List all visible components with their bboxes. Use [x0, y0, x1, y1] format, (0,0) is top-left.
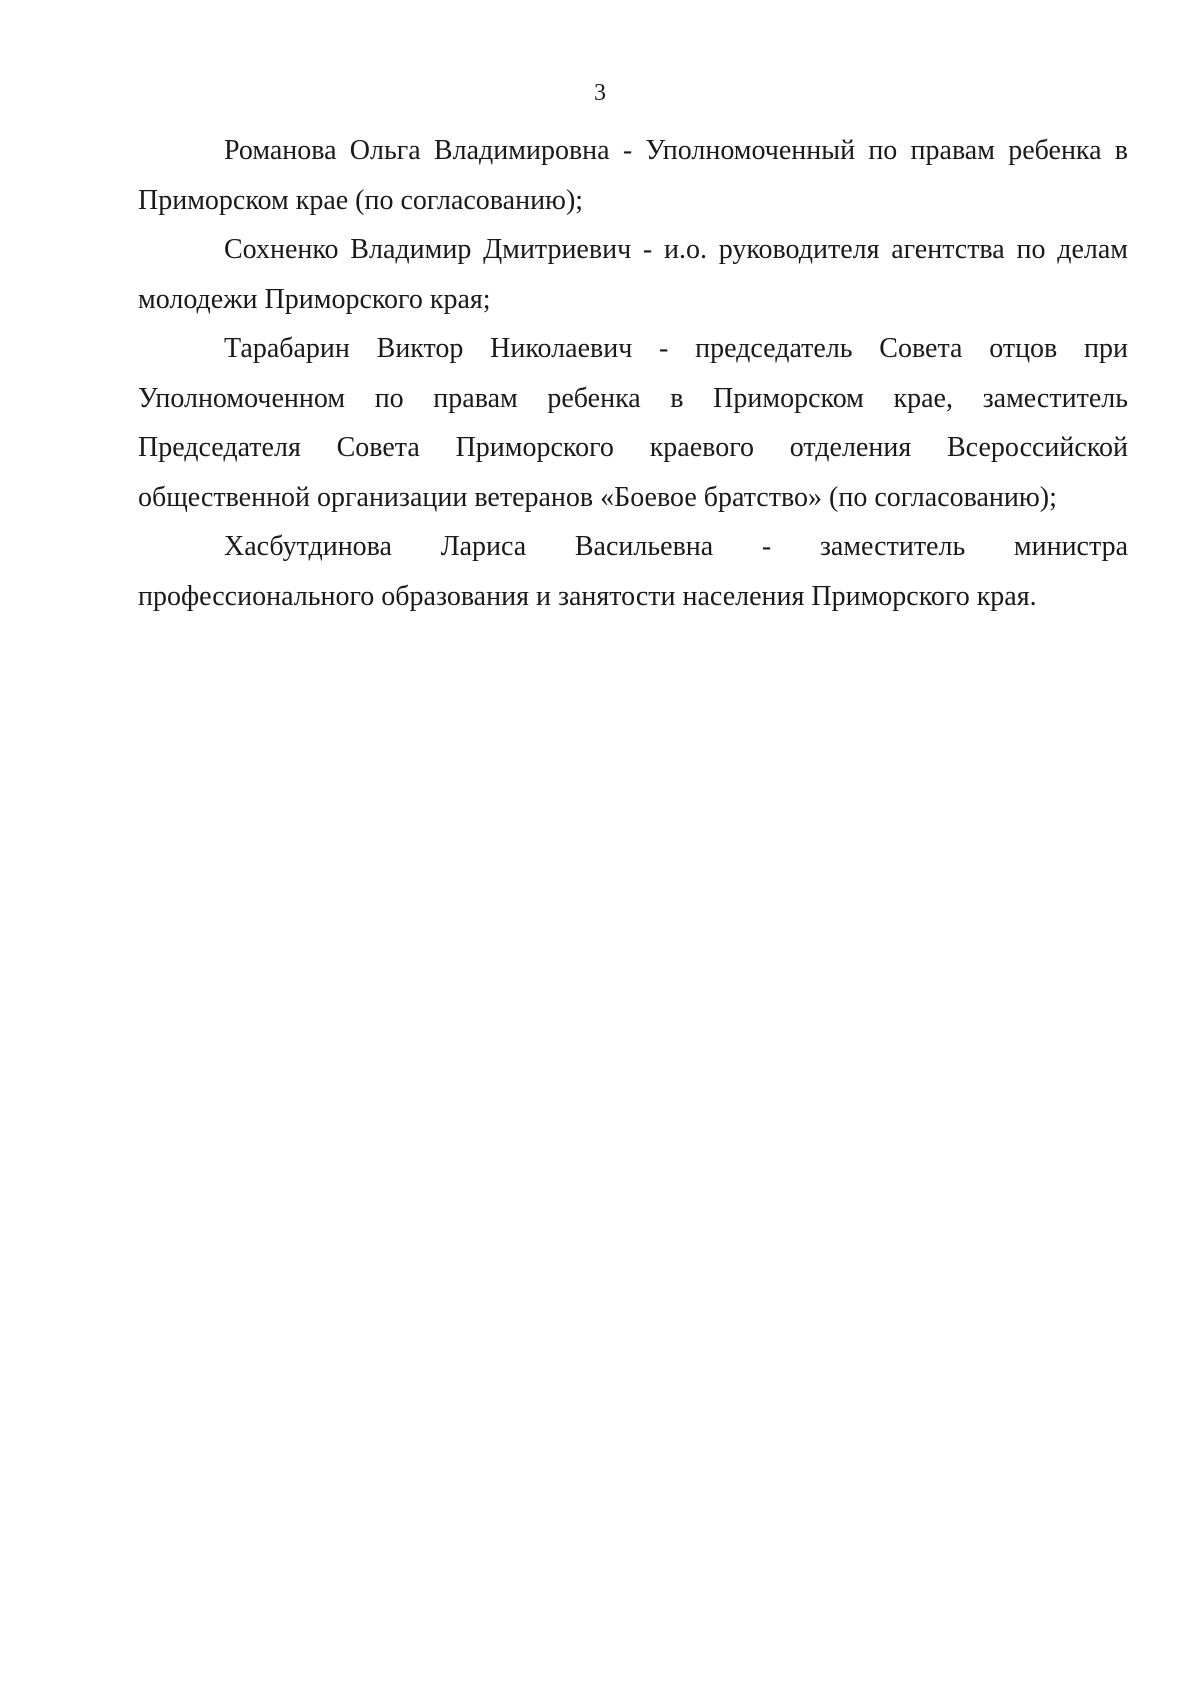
paragraph-romanova: Романова Ольга Владимировна - Уполномоченный по правам ребенка в Приморском крае (по согласованию); [138, 135, 1128, 216]
paragraph-sokhnenko: Сохненко Владимир Дмитриевич - и.о. руководителя агентства по делам молодежи Приморского края; [138, 234, 1128, 315]
paragraph-khasbutdinova: Хасбутдинова Лариса Васильевна - заместитель министра профессионального образования и занятости населения Приморского края. [138, 531, 1128, 612]
paragraph-tarabarin: Тарабарин Виктор Николаевич - председатель Совета отцов при Уполномоченном по правам ребенка в Приморском крае, заместитель Председателя Совета Приморского краевого отделения Всероссийской общественной организации ветеранов «Боевое братство» (по согласованию); [138, 333, 1128, 513]
document-body [138, 126, 1128, 621]
page-number: 3 [594, 80, 606, 106]
